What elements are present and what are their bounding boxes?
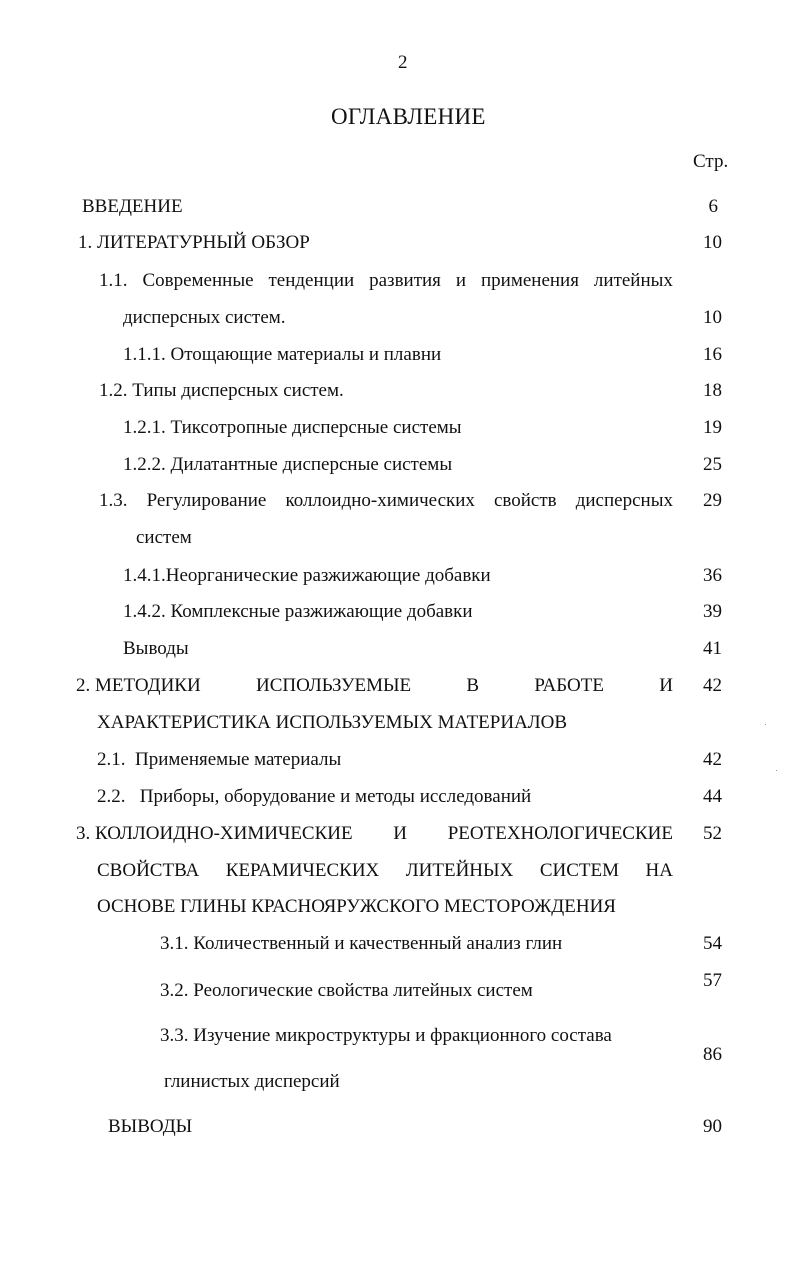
toc-entry-page: 6 [708,196,718,217]
toc-entry-page: 16 [703,344,722,365]
word: РАБОТЕ [534,675,604,696]
toc-entry-page: 54 [703,933,722,954]
toc-entry-text-line2: глинистых дисперсий [164,1071,340,1092]
toc-entry-text-line2: дисперсных систем. [123,307,286,328]
word: РЕОТЕХНОЛОГИЧЕСКИЕ [447,823,673,844]
word: И [393,823,408,844]
toc-entry-text: 1. ЛИТЕРАТУРНЫЙ ОБЗОР [78,232,310,253]
word: Регулирование [146,490,267,511]
toc-entry-text: 1.1.1. Отощающие материалы и плавни [123,344,442,365]
toc-entry-text: 3.2. Реологические свойства литейных систем [160,980,533,1001]
toc-entry-page: 52 [703,823,722,844]
toc-entry-text: ВЫВОДЫ [108,1116,193,1137]
toc-entry-text: 2.2. Приборы, оборудование и методы исследований [97,786,532,807]
toc-entry-text: 1.2.2. Дилатантные дисперсные системы [123,454,453,475]
toc-entry-text: 1.2. Типы дисперсных систем. [99,380,344,401]
toc-entry-text: 2.1. Применяемые материалы [97,749,342,770]
word: литейных [593,270,673,291]
toc-entry-page: 29 [703,490,722,511]
toc-entry-text: 3.1. Количественный и качественный анализ глин [160,933,563,954]
toc-entry-page: 39 [703,601,722,622]
word: СВОЙСТВА [97,860,200,881]
word: 1.3. [99,490,128,511]
toc-entry-page: 10 [703,232,722,253]
toc-entry-text-line1 [76,675,673,697]
page-column-header: Стр. [693,151,729,172]
toc-entry-page: 44 [703,786,722,807]
toc-entry-text: 1.4.2. Комплексные разжижающие добавки [123,601,473,622]
toc-entry-text-line2: ХАРАКТЕРИСТИКА ИСПОЛЬЗУЕМЫХ МАТЕРИАЛОВ [97,712,568,733]
toc-entry-text: 1.4.1.Неорганические разжижающие добавки [123,565,491,586]
toc-entry-page: 90 [703,1116,722,1137]
word: 3. КОЛЛОИДНО-ХИМИЧЕСКИЕ [76,823,353,844]
toc-entry-text-line2: систем [136,527,192,548]
word: коллоидно-химических [285,490,475,511]
scan-speck [765,724,766,725]
toc-entry-text-line3: ОСНОВЕ ГЛИНЫ КРАСНОЯРУЖСКОГО МЕСТОРОЖДЕНИЯ [97,896,616,917]
toc-entry-text-line1 [76,823,673,845]
word: дисперсных [575,490,673,511]
word: свойств [493,490,557,511]
toc-entry-page: 36 [703,565,722,586]
toc-entry-page: 86 [703,1044,722,1065]
word: СИСТЕМ [539,860,620,881]
word: 1.1. [99,270,128,291]
toc-entry-page: 19 [703,417,722,438]
toc-entry-page: 10 [703,307,722,328]
word: ИСПОЛЬЗУЕМЫЕ [256,675,412,696]
toc-entry-page: 57 [703,970,722,991]
word: тенденции [268,270,355,291]
toc-entry-text: ВВЕДЕНИЕ [82,196,183,217]
toc-entry-text: Выводы [123,638,189,659]
toc-entry-page: 18 [703,380,722,401]
word: НА [645,860,673,881]
toc-entry-page: 25 [703,454,722,475]
word: В [466,675,480,696]
word: КЕРАМИЧЕСКИХ [225,860,380,881]
word: 2. МЕТОДИКИ [76,675,201,696]
toc-entry-page: 42 [703,749,722,770]
page-number: 2 [398,52,408,73]
word: развития [369,270,441,291]
toc-entry-text-line1: 3.3. Изучение микроструктуры и фракционного состава [160,1025,612,1046]
word: применения [481,270,579,291]
toc-entry-text-line1 [99,490,673,512]
toc-entry-page: 42 [703,675,722,696]
toc-entry-text-line2 [97,860,673,882]
page-title: ОГЛАВЛЕНИЕ [331,104,486,129]
toc-entry-text-line1 [99,270,673,292]
word: и [455,270,467,291]
scan-speck [776,770,777,771]
word: ЛИТЕЙНЫХ [405,860,514,881]
word: И [659,675,673,696]
word: Современные [142,270,254,291]
toc-entry-page: 41 [703,638,722,659]
toc-entry-text: 1.2.1. Тиксотропные дисперсные системы [123,417,462,438]
